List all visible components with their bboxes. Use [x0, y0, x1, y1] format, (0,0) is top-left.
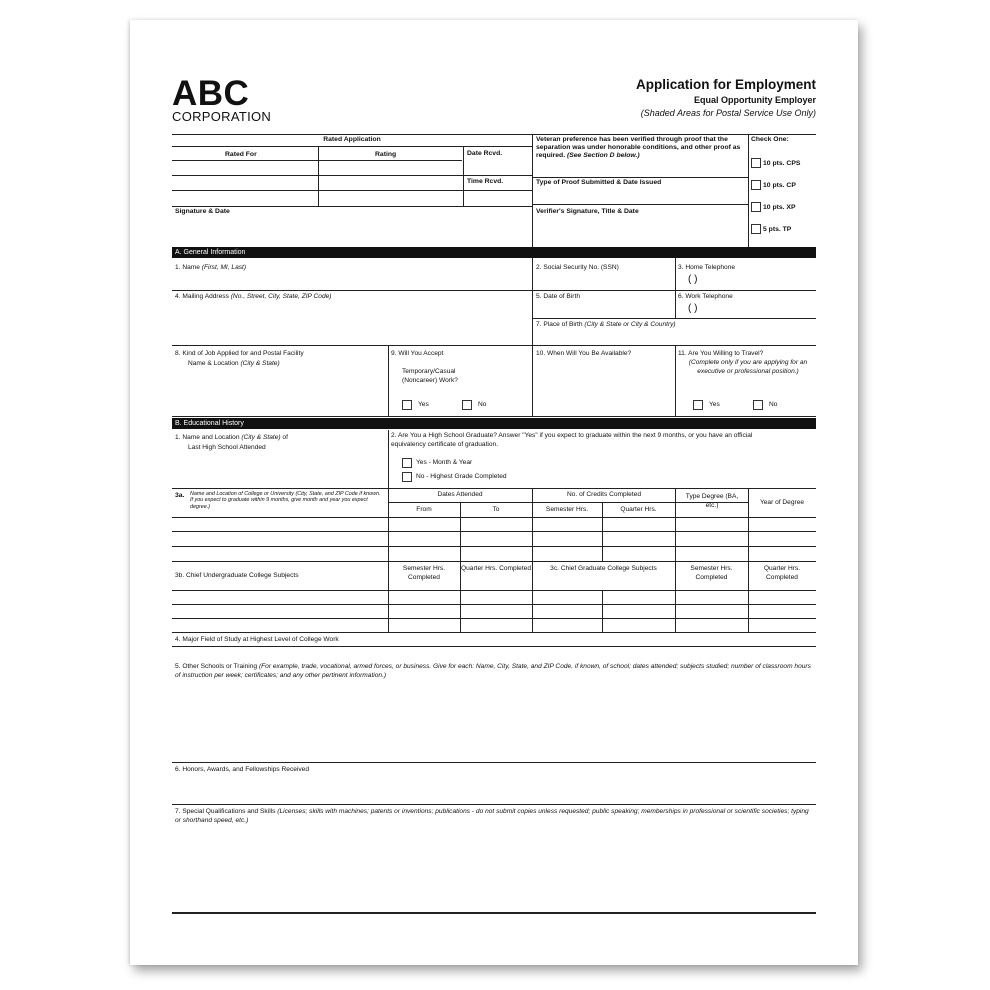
section-a-heading: A. General Information	[172, 247, 816, 258]
work-phone-area-code[interactable]: ( )	[688, 303, 698, 314]
divider	[532, 134, 533, 247]
time-received-label: Time Rcvd.	[467, 178, 504, 185]
semester-completed-header: Semester Hrs. Completed	[402, 565, 446, 581]
name-field-label: 1. Name (First, MI, Last)	[175, 264, 247, 271]
divider	[675, 488, 676, 632]
checkbox-10pts-cp[interactable]	[751, 180, 761, 190]
checkbox-10pts-xp[interactable]	[751, 202, 761, 212]
mailing-address-label: 4. Mailing Address (No., Street, City, State, ZIP Code)	[175, 293, 332, 300]
college-label: Name and Location of College or University (City, State, and ZIP Code if known. If you expect to graduate within 9 months, give month and year you expect degree.)	[190, 491, 381, 510]
divider	[675, 258, 676, 318]
divider	[602, 590, 603, 632]
to-header: To	[492, 506, 500, 513]
home-phone-label: 3. Home Telephone	[678, 264, 736, 271]
divider	[172, 804, 816, 805]
rated-for-label: Rated For	[225, 151, 257, 158]
divider	[318, 146, 319, 206]
divider	[532, 258, 533, 416]
verifier-signature-label: Verifier's Signature, Title & Date	[536, 208, 639, 215]
divider	[172, 160, 462, 161]
college-number: 3a.	[175, 492, 185, 499]
travel-hint: (Complete only if you are applying for an executive or professional position.)	[688, 359, 808, 375]
option-label: 5 pts. TP	[763, 226, 792, 233]
graduate-no-checkbox[interactable]	[402, 472, 412, 482]
accept-text: Temporary/Casual (Noncareer) Work?	[402, 368, 458, 384]
kind-of-job-label-2: Name & Location (City & State)	[188, 360, 280, 367]
form-subtitle: Equal Opportunity Employer	[693, 95, 816, 105]
travel-yes-checkbox[interactable]	[693, 400, 703, 410]
veteran-preference-text: Veteran preference has been verified through proof that the separation was under honorable conditions, and other proof as required. (See Section D below.)	[536, 136, 741, 159]
semester-completed-header-2: Semester Hrs. Completed	[690, 565, 733, 581]
divider	[388, 345, 389, 416]
rated-application-heading: Rated Application	[323, 136, 381, 143]
divider	[172, 190, 532, 191]
divider	[532, 204, 748, 205]
credits-header: No. of Credits Completed	[566, 491, 642, 498]
major-field-label: 4. Major Field of Study at Highest Level of College Work	[175, 636, 339, 643]
graduate-yes-checkbox[interactable]	[402, 458, 412, 468]
divider	[172, 762, 816, 763]
travel-no-checkbox[interactable]	[753, 400, 763, 410]
section-b-heading: B. Educational History	[172, 418, 816, 429]
form-title: Application for Employment	[635, 77, 816, 92]
option-label: 10 pts. CP	[763, 182, 796, 189]
checkbox-5pts-tp[interactable]	[751, 224, 761, 234]
no-label: No	[478, 401, 487, 408]
form-note: (Shaded Areas for Postal Service Use Only)	[640, 108, 816, 118]
divider	[172, 531, 816, 532]
divider	[172, 146, 532, 147]
graduate-no-label: No - Highest Grade Completed	[416, 473, 507, 480]
yes-label: Yes	[709, 401, 720, 408]
semester-hrs-header: Semester Hrs.	[545, 506, 589, 513]
high-school-label: 1. Name and Location (City & State) of	[175, 434, 288, 441]
grad-subjects-label: 3c. Chief Graduate College Subjects	[550, 565, 657, 572]
accept-label: 9. Will You Accept	[391, 350, 444, 357]
honors-label: 6. Honors, Awards, and Fellowships Received	[175, 766, 310, 773]
graduate-question: 2. Are You a High School Graduate? Answer "Yes" if you expect to graduate within the next 9 months, or you have an official equivalency certificate of graduation.	[391, 432, 753, 448]
from-header: From	[416, 506, 432, 513]
divider	[172, 290, 816, 291]
dates-attended-header: Dates Attended	[437, 491, 483, 498]
divider	[463, 146, 464, 206]
graduate-yes-label: Yes - Month & Year	[416, 459, 473, 466]
date-received-label: Date Rcvd.	[467, 150, 503, 157]
divider	[172, 618, 816, 619]
accept-no-checkbox[interactable]	[462, 400, 472, 410]
divider	[172, 590, 816, 591]
divider	[172, 206, 532, 207]
divider	[172, 345, 816, 346]
divider	[172, 912, 816, 914]
divider	[748, 134, 749, 247]
year-degree-header: Year of Degree	[759, 499, 805, 506]
divider	[172, 134, 816, 135]
no-label: No	[769, 401, 778, 408]
divider	[172, 604, 816, 605]
birthplace-label: 7. Place of Birth (City & State or City & Country)	[536, 321, 676, 328]
company-name: CORPORATION	[172, 109, 272, 124]
quarter-completed-header-2: Quarter Hrs. Completed	[763, 565, 801, 581]
accept-yes-checkbox[interactable]	[402, 400, 412, 410]
availability-label: 10. When Will You Be Available?	[536, 350, 632, 357]
quarter-hrs-header: Quarter Hrs.	[620, 506, 657, 513]
yes-label: Yes	[418, 401, 429, 408]
signature-date-label: Signature & Date	[175, 208, 230, 215]
check-one-label: Check One:	[751, 136, 789, 143]
checkbox-10pts-cps[interactable]	[751, 158, 761, 168]
divider	[172, 175, 532, 176]
divider	[172, 646, 816, 647]
divider	[748, 488, 749, 632]
option-label: 10 pts. XP	[763, 204, 796, 211]
type-degree-header: Type Degree (BA, etc.)	[685, 493, 739, 509]
divider	[172, 546, 816, 547]
application-form-page	[130, 20, 858, 965]
work-phone-label: 6. Work Telephone	[678, 293, 733, 300]
undergrad-subjects-label: 3b. Chief Undergraduate College Subjects	[175, 572, 299, 579]
ssn-field-label: 2. Social Security No. (SSN)	[536, 264, 619, 271]
company-logo: ABC	[172, 74, 250, 113]
divider	[172, 632, 816, 633]
special-qualifications-label: 7. Special Qualifications and Skills (Licenses; skills with machines; patents or inventions; publications - do not submit copies unless requested; public speaking; memberships in professional or scientific societies; typing or shorthand speed, etc.)	[175, 808, 809, 824]
type-of-proof-label: Type of Proof Submitted & Date Issued	[536, 179, 662, 186]
kind-of-job-label: 8. Kind of Job Applied for and Postal Facility	[175, 350, 304, 357]
divider	[172, 561, 816, 562]
divider	[532, 318, 816, 319]
travel-label: 11. Are You Willing to Travel?	[678, 350, 764, 357]
divider	[675, 345, 676, 416]
divider	[388, 430, 389, 488]
quarter-completed-header: Quarter Hrs. Completed	[461, 565, 531, 572]
rating-label: Rating	[375, 151, 397, 158]
divider	[172, 488, 816, 489]
other-schools-label: 5. Other Schools or Training (For example, trade, vocational, armed forces, or business. Give for each: Name, City, State, and ZIP Code, if known, of school; dates attended; subjects studied; number of classroom hours of instruction per week; certificates; and any other pertinent information.)	[175, 663, 811, 679]
dob-label: 5. Date of Birth	[536, 293, 580, 300]
option-label: 10 pts. CPS	[763, 160, 801, 167]
divider	[172, 517, 816, 518]
divider	[532, 177, 748, 178]
high-school-label-2: Last High School Attended	[188, 444, 266, 451]
home-phone-area-code[interactable]: ( )	[688, 274, 698, 285]
divider	[172, 416, 816, 417]
